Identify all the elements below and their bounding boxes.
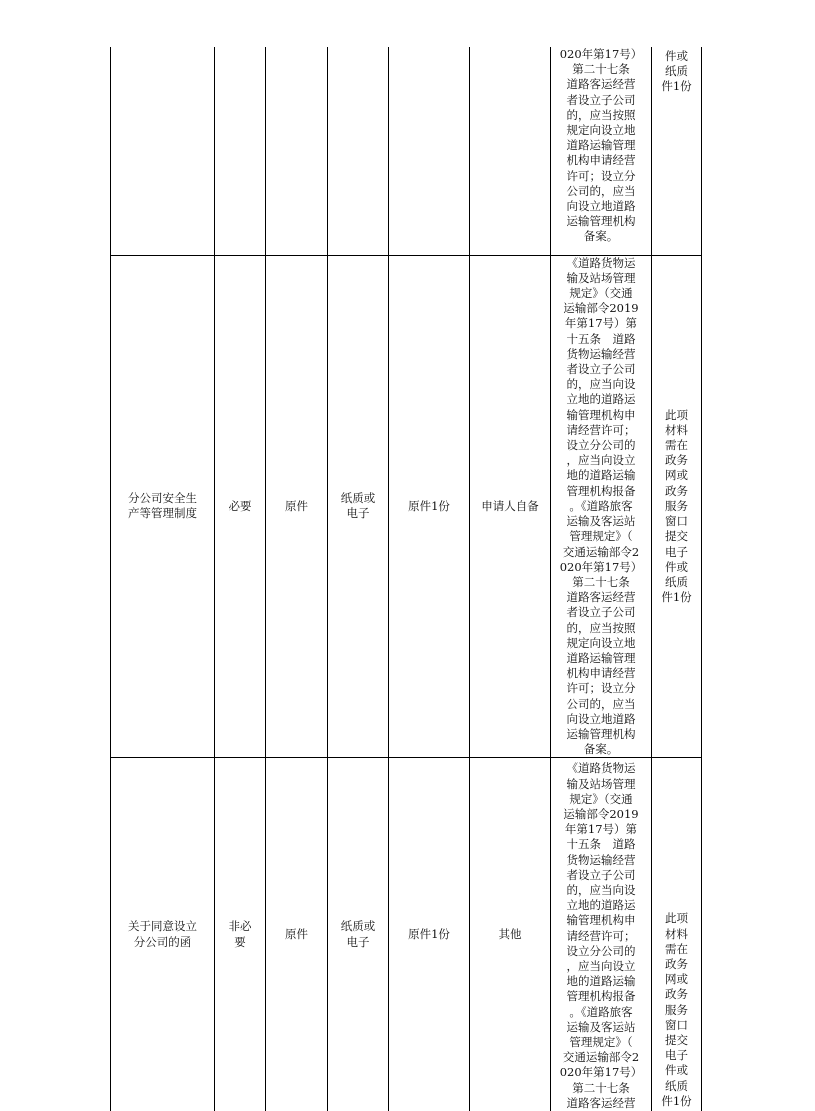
necessity-cell (215, 47, 266, 255)
material-count-cell: 原件1份 (389, 758, 470, 1111)
materials-table (110, 47, 702, 1111)
material-form-cell (266, 47, 328, 255)
necessity-cell: 非必 要 (215, 758, 266, 1111)
table-row (111, 255, 702, 758)
material-count-cell (389, 47, 470, 255)
legal-basis-cell: 《道路货物运 输及站场管理 规定》（交通 运输部令2019 年第17号）第 十五条 道路 货物运输经营 者设立子公司 的，应当向设 立地的道路运 输管理机构申 请经营许可； 设立分公司的 ，应当向设立 地的道路运输 管理机构报备 。《道路旅客 运输及客运站 管理规定》（ 交通运输部令2 020年第17号） 第二十七条 道路客运经营 (551, 758, 652, 1111)
table-row (111, 758, 702, 1111)
note-cell: 此项 材料 需在 政务 网或 政务 服务 窗口 提交 电子 件或 纸质 件1份 (652, 758, 702, 1111)
material-form-cell: 原件 (266, 255, 328, 758)
note-cell: 此项 材料 需在 政务 网或 政务 服务 窗口 提交 电子 件或 纸质 件1份 (652, 255, 702, 758)
necessity-cell: 必要 (215, 255, 266, 758)
material-count-cell: 原件1份 (389, 255, 470, 758)
material-medium-cell: 纸质或 电子 (328, 255, 389, 758)
material-source-cell: 申请人自备 (470, 255, 551, 758)
table-row (111, 47, 702, 255)
material-form-cell: 原件 (266, 758, 328, 1111)
material-medium-cell (328, 47, 389, 255)
material-name-cell (111, 47, 215, 255)
legal-basis-cell: 《道路货物运 输及站场管理 规定》（交通 运输部令2019 年第17号）第 十五条 道路 货物运输经营 者设立子公司 的，应当向设 立地的道路运 输管理机构申 请经营许可； 设立分公司的 ，应当向设立 地的道路运输 管理机构报备 。《道路旅客 运输及客运站 管理规定》（ 交通运输部令2 020年第17号） 第二十七条 道路客运经营 者设立子公司 的，应当按照 规定向设立地 道路运输管理 机构申请经营 许可；设立分 公司的，应当 向设立地道路 运输管理机构 备案。 (551, 255, 652, 758)
material-name-cell: 分公司安全生 产等管理制度 (111, 255, 215, 758)
material-source-cell (470, 47, 551, 255)
legal-basis-cell: 020年第17号） 第二十七条 道路客运经营 者设立子公司 的，应当按照 规定向设立地 道路运输管理 机构申请经营 许可；设立分 公司的，应当 向设立地道路 运输管理机构 备案。 (551, 47, 652, 255)
material-name-cell: 关于同意设立 分公司的函 (111, 758, 215, 1111)
material-source-cell: 其他 (470, 758, 551, 1111)
material-medium-cell: 纸质或 电子 (328, 758, 389, 1111)
note-cell: 件或 纸质 件1份 (652, 47, 702, 255)
